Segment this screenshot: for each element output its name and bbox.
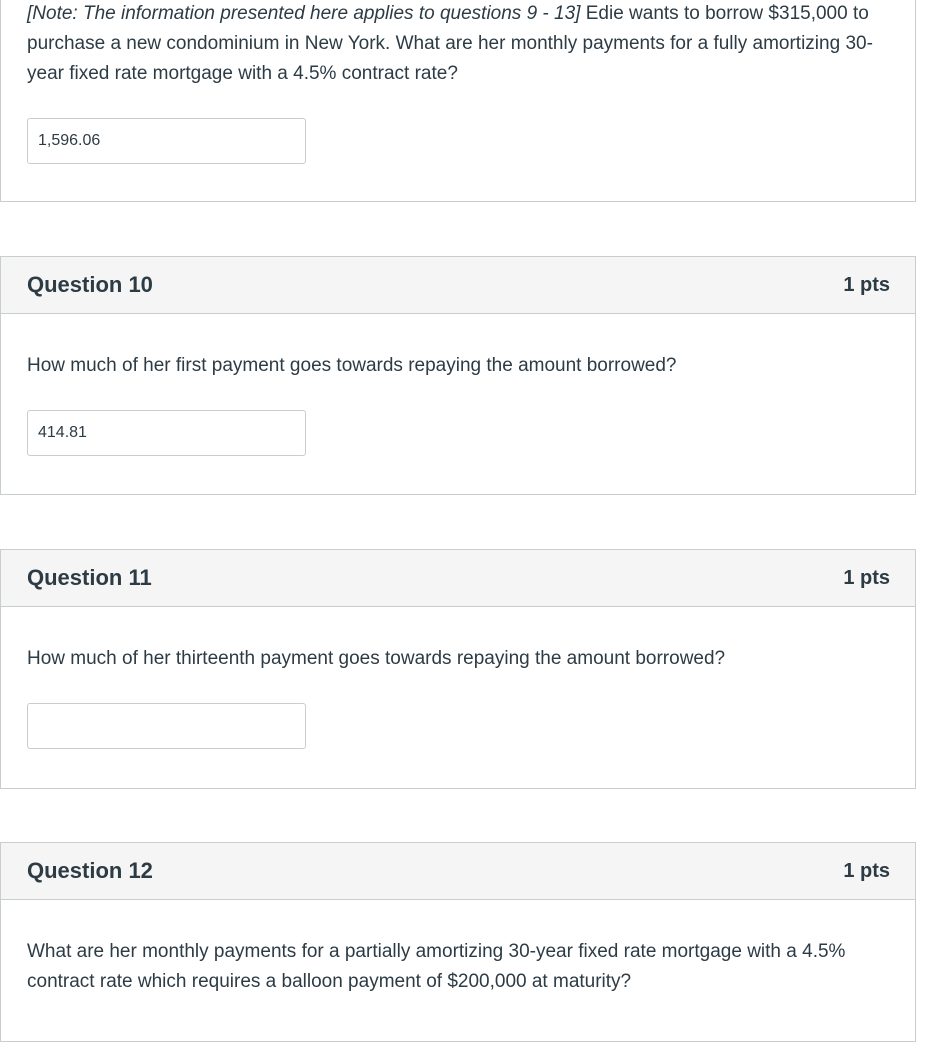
question-9-body: Edie wants to borrow $315,000 to purchase a new condominium in New York. What are her monthly payments for a fully amortizing 30-year fixed rate mortgage with a 4.5% contract rate? [27, 3, 873, 84]
question-9-card [0, 0, 916, 202]
question-10-text: How much of her first payment goes towards repaying the amount borrowed? [27, 355, 677, 376]
question-10-title: Question 10 [27, 272, 153, 297]
question-10-header [1, 257, 915, 314]
question-12-text: What are her monthly payments for a partially amortizing 30-year fixed rate mortgage with a 4.5% contract rate which requires a balloon payment of $200,000 at maturity? [27, 941, 846, 992]
question-12-card [0, 842, 916, 1042]
question-11-text: How much of her thirteenth payment goes towards repaying the amount borrowed? [27, 648, 726, 669]
question-9-answer-input[interactable] [27, 118, 306, 164]
question-11-header [1, 550, 915, 607]
question-12-header [1, 843, 915, 900]
question-9-note: [Note: The information presented here applies to questions 9 - 13] [27, 3, 581, 24]
question-11-answer-input[interactable] [27, 703, 306, 749]
question-12-title: Question 12 [27, 858, 153, 883]
question-10-card [0, 256, 916, 495]
question-9-text [27, 0, 889, 89]
question-10-answer-input[interactable] [27, 410, 306, 456]
question-10-points: 1 pts [843, 273, 890, 296]
question-11-points: 1 pts [843, 566, 890, 589]
question-11-title: Question 11 [27, 565, 152, 590]
question-12-points: 1 pts [843, 859, 890, 882]
question-11-card [0, 549, 916, 789]
